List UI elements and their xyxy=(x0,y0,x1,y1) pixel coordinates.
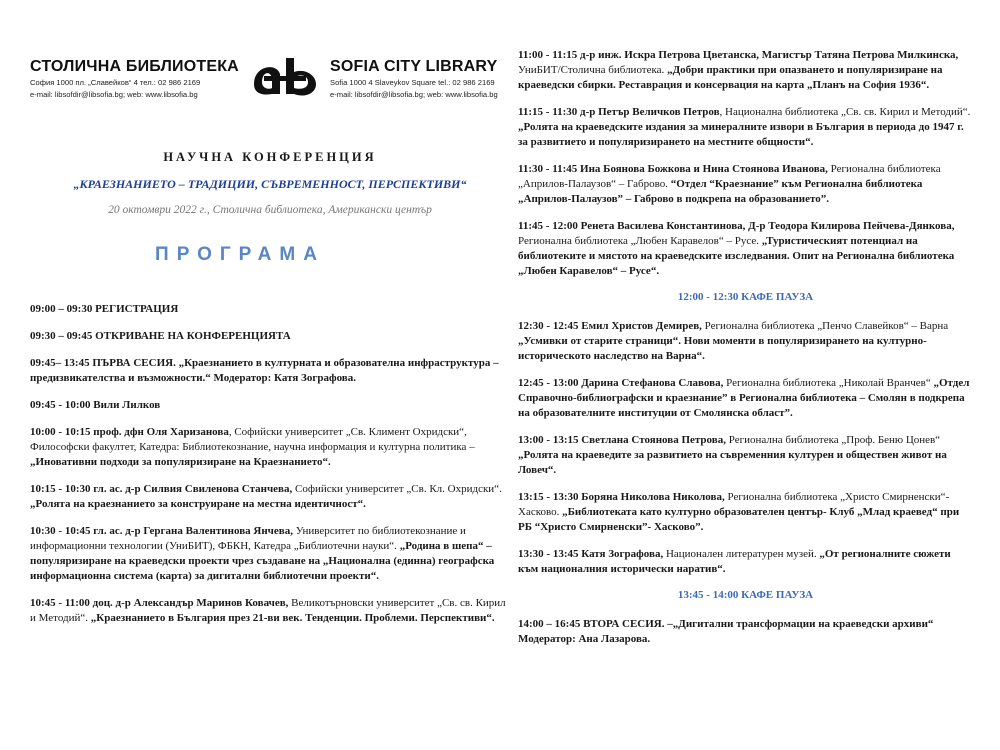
program-item-affiliation: Национален литературен музей. xyxy=(663,548,820,560)
library-name-bg: СТОЛИЧНА БИБЛИОТЕКА xyxy=(30,58,239,75)
program-item xyxy=(518,490,973,535)
program-item-affiliation: Регионална библиотека „Христо Смирненски“- Хасково. xyxy=(518,491,950,518)
program-item-talk-title: „Краезнанието в България през 21-ви век. Тенденции. Проблеми. Перспективи“. xyxy=(90,612,495,624)
program-item xyxy=(518,162,973,207)
program-item-talk-title: „Иновативни подходи за популяризиране на Краезнанието“. xyxy=(30,456,331,468)
left-program-list xyxy=(30,302,510,626)
conference-title: НАУЧНА КОНФЕРЕНЦИЯ xyxy=(163,150,377,164)
program-item-time-speaker: 11:15 - 11:30 д-р Петър Величков Петров xyxy=(518,106,720,118)
program-item xyxy=(30,482,510,512)
program-item xyxy=(518,319,973,364)
program-item xyxy=(518,48,973,93)
program-item-talk-title: „Отдел Справочно-библиографски и краезнание” в Регионална библиотека – Смолян в подкрепа на образователните институции от Смолянска област”. xyxy=(518,377,970,419)
program-item-talk-title: „Ролята на краеведските издания за минералните извори в България в периода до 1947 г. за развитието и популяризирането на местните общности“. xyxy=(518,121,964,148)
program-item-time-speaker: 09:45 - 10:00 Вили Лилков xyxy=(30,399,161,411)
program-item-affiliation: , Национална библиотека „Св. св. Кирил и Методий“. xyxy=(719,106,971,118)
program-item-affiliation: Регионална библиотека „Проф. Беню Цонев“ xyxy=(725,434,941,446)
program-heading: ПРОГРАМА xyxy=(155,244,325,265)
program-item-affiliation: Университет по библиотекознание и информационни технологии (УниБИТ), ФБКН, Катедра „Библиотечни науки“. xyxy=(30,525,466,552)
right-column xyxy=(518,48,973,659)
program-item-time-speaker: 12:45 - 13:00 Дарина Стефанова Славова, xyxy=(518,377,724,389)
program-item-time-speaker: 14:00 – 16:45 ВТОРА СЕСИЯ. –„Дигитални трансформации на краеведски архиви“ Модератор: Ана Лазарова. xyxy=(518,618,934,645)
header xyxy=(30,54,510,104)
program-item-time-speaker: 10:15 - 10:30 гл. ас. д-р Силвия Свиленова Станчева, xyxy=(30,483,293,495)
program-item-affiliation: Регионална библиотека „Любен Каравелов“ – Русе. xyxy=(518,235,762,247)
program-item-affiliation: , Софийски университет „Св. Климент Охридски“, Философски факултет, Катедра: Библиотекознание, научна информация и културна политика – xyxy=(30,426,475,453)
program-item-time-speaker: 09:30 – 09:45 ОТКРИВАНЕ НА КОНФЕРЕНЦИЯТА xyxy=(30,330,291,342)
program-item xyxy=(30,398,510,413)
program-item-talk-title: „Добри практики при опазването и популяризиране на краеведски сбирки. Реставрация и консервация на карта „Планъ на София 1936“. xyxy=(518,64,943,91)
program-item-talk-title: „Туристическият потенциал на библиотеките и мястото на краеведските изследвания. Опит на Регионална библиотека „Любен Каравелов“ – Русе“. xyxy=(518,235,955,277)
right-program-list xyxy=(518,48,973,279)
program-item-talk-title: “Отдел “Краезнание” към Регионална библиотека „Априлов-Палаузов” – Габрово в подкрепа на образованието”. xyxy=(518,178,923,205)
program-item-affiliation: УниБИТ/Столична библиотека. xyxy=(518,64,668,76)
program-item-talk-title: „Ролята на краезнанието за конструиране на местна идентичност“. xyxy=(30,498,366,510)
program-item-talk-title: „Библиотеката като културно образователен център- Клуб „Млад краевед“ при РБ “Христо Смирненски”- Хасково”. xyxy=(518,506,960,533)
program-item-time-speaker: 11:00 - 11:15 д-р инж. Искра Петрова Цветанска, Магистър Татяна Петрова Милкинска, xyxy=(518,49,959,61)
program-item-time-speaker: 13:00 - 13:15 Светлана Стоянова Петрова, xyxy=(518,434,726,446)
coffee-break: 13:45 - 14:00 КАФЕ ПАУЗА xyxy=(677,589,814,601)
program-item-affiliation: Регионална библиотека „Пенчо Славейков“ – Варна xyxy=(701,320,949,332)
program-item-time-speaker: 13:15 - 13:30 Боряна Николова Николова, xyxy=(518,491,725,503)
program-item xyxy=(30,302,510,317)
program-item-time-speaker: 13:30 - 13:45 Катя Зографова, xyxy=(518,548,664,560)
program-item xyxy=(518,547,973,577)
coffee-break: 12:00 - 12:30 КАФЕ ПАУЗА xyxy=(677,291,814,303)
right-program-list-3 xyxy=(518,617,973,647)
program-item xyxy=(518,617,973,647)
library-contact-bg: e-mail: libsofdir@libsofia.bg; web: www.libsofia.bg xyxy=(30,90,198,99)
library-name-en: SOFIA CITY LIBRARY xyxy=(330,58,498,75)
program-item-time-speaker: 10:45 - 11:00 доц. д-р Александър Маринов Ковачев, xyxy=(30,597,289,609)
program-item-time-speaker: 11:30 - 11:45 Ина Боянова Божкова и Нина Стоянова Иванова, xyxy=(518,163,828,175)
program-item-affiliation: Регионална библиотека „Николай Вранчев“ xyxy=(723,377,934,389)
program-item-time-speaker: 11:45 - 12:00 Ренета Василева Константинова, Д-р Теодора Килирова Пейчева-Дянкова, xyxy=(518,220,955,232)
program-item-time-speaker: 10:00 - 10:15 проф. дфн Оля Харизанова xyxy=(30,426,229,438)
program-item-affiliation: Софийски университет „Св. Кл. Охридски“. xyxy=(292,483,502,495)
program-item-time-speaker: 10:30 - 10:45 гл. ас. д-р Гергана Валентинова Янчева, xyxy=(30,525,293,537)
program-item xyxy=(30,596,510,626)
program-item xyxy=(518,105,973,150)
program-item xyxy=(30,524,510,584)
program-item-talk-title: „Усмивки от старите страници“. Нови моменти в популяризирането на културно-историческото наследство на Варна“. xyxy=(518,335,927,362)
program-item-time-speaker: 12:30 - 12:45 Емил Христов Демирев, xyxy=(518,320,702,332)
program-item xyxy=(518,433,973,478)
program-item-affiliation: Великотърновски университет „Св. св. Кирил и Методий“. xyxy=(30,597,506,624)
library-address-bg: София 1000 пл. „Славейков“ 4 тел.: 02 986 2169 xyxy=(30,78,201,87)
program-item-time-speaker: 09:45– 13:45 ПЪРВА СЕСИЯ. „Краезнанието в културната и образователна инфраструктура – предизвикателства и възможности.“ Модератор: Катя Зографова. xyxy=(30,357,499,384)
program-item-affiliation: Регионална библиотека „Априлов-Палаузов“ – Габрово. xyxy=(518,163,941,190)
library-block-en xyxy=(330,58,515,100)
library-logo-icon xyxy=(250,54,320,98)
program-item-talk-title: „Родина в шепа“ – популяризиране на краеведски проекти чрез създаване на „Национална (единна) географска информационна система (карта) за дигитални библиотечни проекти“. xyxy=(30,540,495,582)
program-item-talk-title: „Ролята на краеведите за развитието на съвременния културен и обществен живот на Ловеч“. xyxy=(518,449,947,476)
program-item xyxy=(518,219,973,279)
program-item xyxy=(30,425,510,470)
right-program-list-2 xyxy=(518,319,973,577)
left-column xyxy=(30,54,510,638)
program-item-talk-title: „От регионалните сюжети към националния исторически наратив“. xyxy=(518,548,951,575)
program-item-time-speaker: 09:00 – 09:30 РЕГИСТРАЦИЯ xyxy=(30,303,179,315)
conference-date-place: 20 октомври 2022 г., Столична библиотека, Американски център xyxy=(108,204,432,216)
library-address-en: Sofia 1000 4 Slaveykov Square tel.: 02 986 2169 xyxy=(330,78,495,87)
library-block-bg xyxy=(30,58,245,100)
library-contact-en: e-mail: libsofdir@libsofia.bg; web: www.libsofia.bg xyxy=(330,90,498,99)
program-item xyxy=(518,376,973,421)
conference-theme: „КРАЕЗНАНИЕТО – ТРАДИЦИИ, СЪВРЕМЕННОСТ, ПЕРСПЕКТИВИ“ xyxy=(73,177,467,191)
program-item xyxy=(30,356,510,386)
program-item xyxy=(30,329,510,344)
